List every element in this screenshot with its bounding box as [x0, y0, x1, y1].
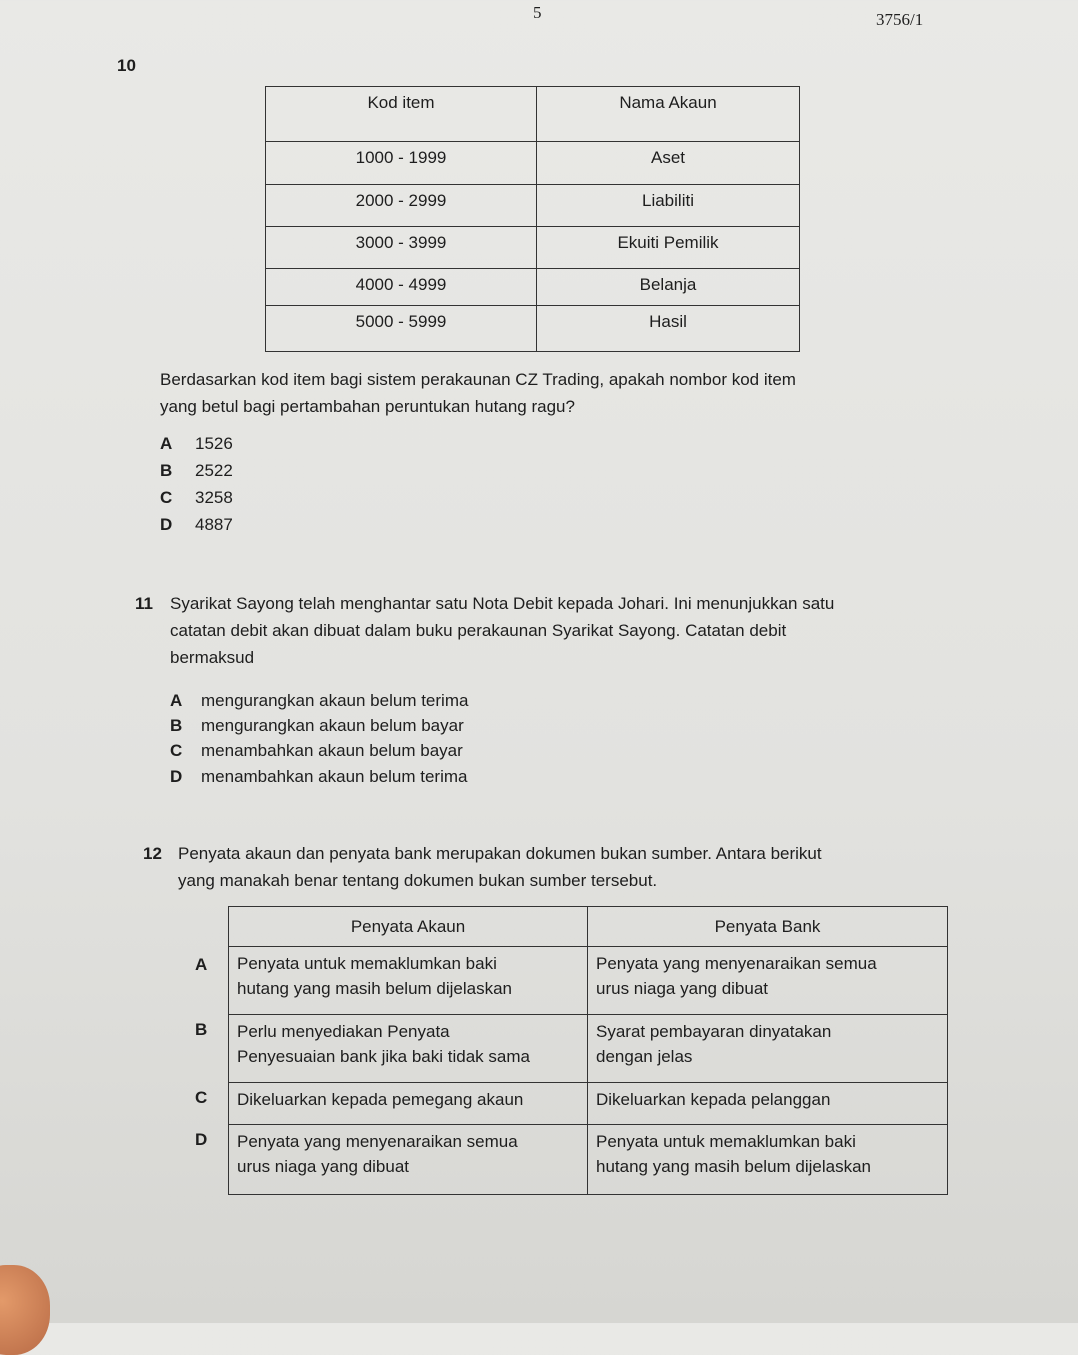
option-c-letter[interactable]: C [195, 1088, 208, 1107]
option-letter: C [160, 488, 173, 507]
cell-line: Penyata yang menyenaraikan semua [237, 1132, 518, 1151]
table-row [266, 142, 800, 185]
cell-line: Perlu menyediakan Penyata [237, 1022, 450, 1041]
cell-line: Penyata untuk memaklumkan baki [237, 954, 497, 973]
option-b[interactable] [160, 461, 233, 481]
option-letter: B [160, 461, 173, 480]
bank-cell [588, 1125, 948, 1195]
option-letter: B [170, 716, 183, 735]
option-text: 1526 [195, 434, 233, 453]
header-kod-item: Kod item [266, 87, 537, 142]
cell-line: hutang yang masih belum dijelaskan [596, 1157, 872, 1176]
option-letter: D [170, 767, 183, 786]
option-d[interactable] [160, 515, 233, 535]
cell-line: urus niaga yang dibuat [596, 979, 769, 998]
question-10-number: 10 [117, 56, 136, 75]
bank-cell [588, 1015, 948, 1083]
option-text: 2522 [195, 461, 233, 480]
option-letter: D [160, 515, 173, 534]
option-letter: A [170, 691, 183, 710]
question-11-line-1: Syarikat Sayong telah menghantar satu Nota Debit kepada Johari. Ini menunjukkan satu [170, 594, 835, 613]
option-a-letter[interactable]: A [195, 955, 208, 974]
option-b[interactable] [170, 716, 464, 736]
cell-line: Dikeluarkan kepada pelanggan [596, 1090, 831, 1109]
paper-code: 3756/1 [876, 10, 924, 29]
account-cell: Liabiliti [537, 185, 800, 227]
code-cell: 1000 - 1999 [266, 142, 537, 185]
option-a[interactable] [160, 434, 233, 454]
option-text: mengurangkan akaun belum terima [201, 691, 469, 710]
bank-cell [588, 947, 948, 1015]
account-cell: Aset [537, 142, 800, 185]
header-penyata-bank: Penyata Bank [588, 907, 948, 947]
option-text: mengurangkan akaun belum bayar [201, 716, 464, 735]
option-b-letter[interactable]: B [195, 1020, 208, 1039]
option-text: menambahkan akaun belum bayar [201, 741, 463, 760]
option-a[interactable] [170, 691, 469, 711]
akaun-cell [229, 1015, 588, 1083]
akaun-cell [229, 1125, 588, 1195]
table-row [266, 306, 800, 352]
option-text: 3258 [195, 488, 233, 507]
table-row-a[interactable] [229, 947, 948, 1015]
question-10-line-1: Berdasarkan kod item bagi sistem perakaunan CZ Trading, apakah nombor kod item [160, 370, 796, 389]
code-cell: 5000 - 5999 [266, 306, 537, 352]
table-row [266, 185, 800, 227]
documents-table [228, 906, 948, 1195]
question-12-line-1: Penyata akaun dan penyata bank merupakan dokumen bukan sumber. Antara berikut [178, 844, 822, 863]
question-12-number: 12 [143, 844, 162, 863]
finger-image [0, 1265, 50, 1355]
cell-line: dengan jelas [596, 1047, 693, 1066]
table-row-c[interactable] [229, 1083, 948, 1125]
option-text: 4887 [195, 515, 233, 534]
account-code-table [265, 86, 800, 352]
cell-line: Penyata untuk memaklumkan baki [596, 1132, 856, 1151]
table-row [266, 269, 800, 306]
code-cell: 4000 - 4999 [266, 269, 537, 306]
option-d-letter[interactable]: D [195, 1130, 208, 1149]
cell-line: Penyata yang menyenaraikan semua [596, 954, 877, 973]
question-10-line-2: yang betul bagi pertambahan peruntukan hutang ragu? [160, 397, 575, 416]
option-letter: C [170, 741, 183, 760]
cell-line: Penyesuaian bank jika baki tidak sama [237, 1047, 530, 1066]
table-row-b[interactable] [229, 1015, 948, 1083]
akaun-cell [229, 1083, 588, 1125]
table-row-d[interactable] [229, 1125, 948, 1195]
cell-line: Syarat pembayaran dinyatakan [596, 1022, 832, 1041]
question-11-number: 11 [135, 594, 153, 613]
option-text: menambahkan akaun belum terima [201, 767, 468, 786]
akaun-cell [229, 947, 588, 1015]
cell-line: Dikeluarkan kepada pemegang akaun [237, 1090, 524, 1109]
question-11-line-3: bermaksud [170, 648, 255, 667]
account-cell: Ekuiti Pemilik [537, 227, 800, 269]
account-cell: Belanja [537, 269, 800, 306]
option-c[interactable] [170, 741, 463, 761]
page-number: 5 [533, 3, 542, 22]
account-cell: Hasil [537, 306, 800, 352]
cell-line: urus niaga yang dibuat [237, 1157, 410, 1176]
option-c[interactable] [160, 488, 233, 508]
bank-cell [588, 1083, 948, 1125]
table-row [266, 227, 800, 269]
option-d[interactable] [170, 767, 468, 787]
cell-line: hutang yang masih belum dijelaskan [237, 979, 513, 998]
option-letter: A [160, 434, 173, 453]
header-penyata-akaun: Penyata Akaun [229, 907, 588, 947]
code-cell: 3000 - 3999 [266, 227, 537, 269]
header-nama-akaun: Nama Akaun [537, 87, 800, 142]
question-11-line-2: catatan debit akan dibuat dalam buku perakaunan Syarikat Sayong. Catatan debit [170, 621, 787, 640]
code-cell: 2000 - 2999 [266, 185, 537, 227]
question-12-line-2: yang manakah benar tentang dokumen bukan sumber tersebut. [178, 871, 658, 890]
